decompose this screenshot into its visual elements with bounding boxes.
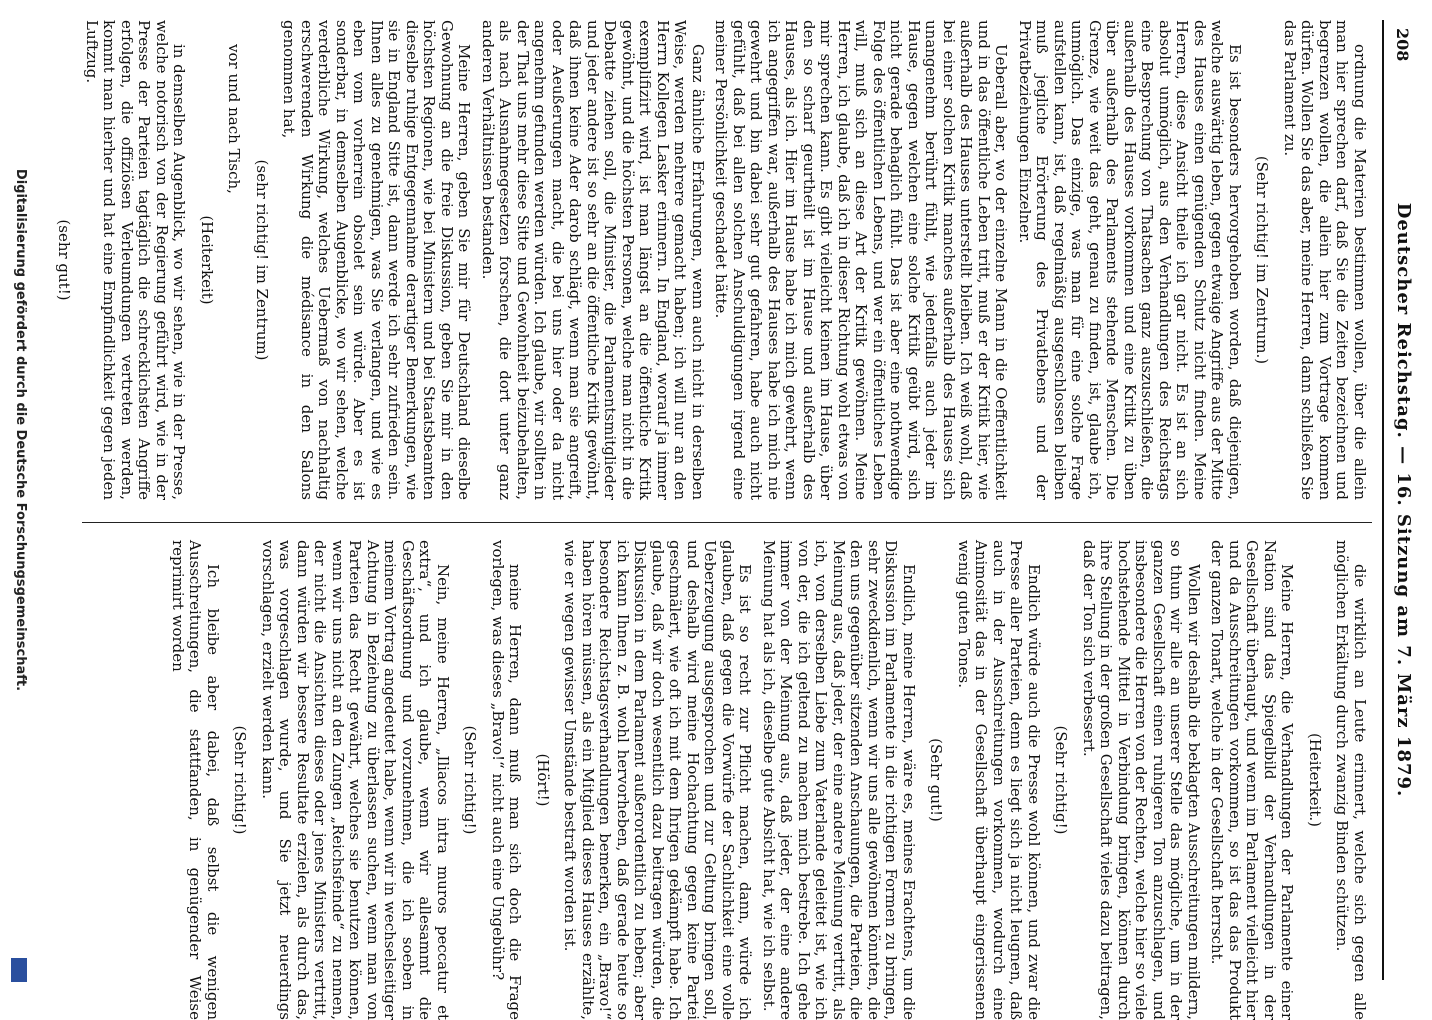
right-column [163,540,1369,1020]
column-divider [82,522,1372,523]
paragraph: Meine Herren, die Verhandlungen der Parlamente einer Nation sind das Spiegelbild der Verhandlungen in der Gesellschaft überhaupt, und wenn im Parlament vielleicht hier und da Ausschreitungen vorkommen, so ist das das Produkt der ganzen Tonart, welche in der Gesellschaft herrscht. [1208,540,1297,1020]
interjection: (Heiterkeit) [198,215,216,305]
digitization-credit: Digitalisierung gefördert durch die Deutsche Forschungsgemeinschaft. [13,168,28,692]
interjection: (Sehr richtig!) [461,725,480,835]
interjection: (Sehr richtig!) [231,725,250,835]
paragraph: ordnung die Materien bestimmen wollen, über die allein man hier sprechen darf, daß Sie die Zeiten bezeichnen und begrenzen wollen, die allein hier zum Vortrage kommen dürfen. Wollen Sie das aber, meine Herren, dann schließen Sie das Parlament zu. [1281,20,1369,500]
paragraph: Meine Herren, geben Sie mir für Deutschland dieselbe Gewohnung an die freie Diskussion, geben Sie mir in den höchsten Regionen, wie bei Ministern und bei Staatsbeamten dieselbe ruhige Entgegennahme derartiger Bemerkungen, wie sie in England Sitte ist, dann werde ich sehr zufrieden sein. Ihnen alles zu genehmigen, was Sie verlangen, und wie es eben vom vorherrein obsolet sein würde. Aber es ist sonderbar, in demselben Augenblicke, wo wir sehen, welche verderbliche Wirkung, welches Uebermaß von nachhaltig erschwerenden Wirkung die médisance in den Salons genommen hat, [280,20,474,500]
interjection: (Sehr gut!) [927,738,946,822]
page-number: 208 [1393,28,1412,62]
interjection: (Heiterkeit.) [1306,732,1324,828]
paragraph: Wollen wir deshalb die beklagten Ausschreitungen mildern, so thun wir alle an unserer Stelle das mögliche, um in der ganzen Gesellschaft einen ruhigeren Ton anzuschlagen, und insbesondere die Herren von der Rechten, welche hier so viele hochstehende Mittel in Verbindung bringen, können durch ihre Stellung in der großen Gesellschaft vieles dazu beitragen, daß der Ton sich verbessert. [1080,540,1203,1020]
left-column [45,20,1368,500]
interjection: (Sehr richtig! im Zentrum.) [1253,155,1272,365]
dfg-logo [11,958,27,982]
paragraph: Endlich, meine Herren, wäre es, meines Erachtens, um die Diskussion im Parlamente in die richtigen Formen zu bringen, sehr zweckdienlich, wenn wir uns alle gewöhnen könnten, die den uns gegenüber sitzenden Anschauungen, die Parteien, die Meinung aus, daß jeder, der eine andere Meinung vertritt, als ich, von derselben Liebe zum Vaterlande geleitet ist, wie ich von der, die ich geltend zu machen mich bestrebe. Ich gehe immer von der Meinung aus, daß jeder, der eine andere Meinung hat als ich, dieselbe gute Absicht hat, wie ich selbst. [760,540,918,1020]
interjection: (Hört!) [534,753,552,807]
paragraph: Endlich würde auch die Presse wohl können, und zwar die Presse aller Parteien, denn es liegt sich ja nicht leugnen, daß auch in der Ausschreitungen vorkommen, wodurch eine Animosität das in der Gesellschaft überhaupt eingerissenen wenig guten Tones. [955,540,1043,1020]
paragraph: Ueberall aber, wo der einzelne Mann in die Oeffentlichkeit und in das öffentliche Leben tritt, muß er der Kritik hier, wie außerhalb des Hauses unterstellt bleiben. Ich weiß wohl, daß bei einer solchen Kritik manches außerhalb des Hauses sich unangenehm berührt fühlt, wie jedenfalls auch jeder im Hause, gegen welchen eine solche Kritik geübt wird, sich nicht gerade behaglich fühlt. Das ist aber eine nothwendige Folge des öffentlichen Lebens, und wer ein öffentliches Leben will, muß sich an diese Art der Kritik gewöhnen. Meine Herren, ich glaube, daß ich in dieser Richtung wohl etwas von mir sprechen kann. Es gibt vielleicht keinen im Hause, über den so scharf geurtheilt ist im Hause und außerhalb des Hauses, als ich. Hier im Hause habe ich mich gewehrt, wenn ich angegriffen war, außerhalb des Hauses habe ich mich nie gewehrt und bin dabei sehr gut gefahren, habe auch nicht gefühlt, daß bei allen solchen Anschuldigungen irgend eine meiner Persönlichkeit geschadet hätte. [712,20,1011,500]
paragraph: Es ist so recht zur Pflicht machen, dann, würde ich glauben, daß gegen die Vorwürfe der Sachlichkeit eine volle Ueberzeugung ausgesprochen und zur Geltung bringen soll, und deshalb wird meine Hochachtung gegen keine Partei geschmälert, wie oft ich mit dem Ihrigen gekämpft habe. Ich glaube, daß wir doch wesentlich dazu beitragen würden, die Diskussion in dem Parlament außerordentlich zu heben; aber ich kann Ihnen z. B. wohl hervorheben, daß gerade heute so besondere Reichstagsverhandlungen bemerken, ein „Bravo!“ haben hören müssen, als ein Mitglied dieses Hauses erzählte, wie er wegen gewisser Umstände bestraft worden ist. [561,540,755,1020]
running-title: Deutscher Reichstag. — 16. Sitzung am 7. März 1879. [1393,202,1414,798]
paragraph: Es ist besonders hervorgehoben worden, daß diejenigen, welche auswärtig leben, gegen etwaige Angriffe aus der Mitte des Hauses einen genügenden Schutz nicht finden. Meine Herren, diese Ansicht theile ich gar nicht. Es ist an sich absolut unmöglich, aus den Verhandlungen des Reichstags eine Besprechung von Thatsachen ganz auszuschließen, die außerhalb des Hauses vorkommen und eine Kritik zu üben über außerhalb des Parlaments stehende Menschen. Die Grenze, wie weit das geht, genau zu finden, ist, glaube ich, unmöglich. Das einzige, was man für eine solche Frage aufstellen kann, ist, daß regelmäßig ausgeschlossen bleiben muß jegliche Erörterung des Privatlebens und der Privatbeziehungen Einzelner. [1016,20,1244,500]
paragraph: Nein, meine Herren, „Iliacos intra muros peccatur et extra“, und ich glaube, wenn wir allesammt die Geschäftsordnung und vorzunehmen, die ich soeben in meinem Vortrag angedeutet habe, wenn wir in wechselseitiger Achtung in Beziehung zu überlassen suchen, wenn man von Parteien das Recht gewährt, welches sie benutzen können, wenn wir uns nicht an den Zungen „Reichsfeinde“ zu nennen, der nicht die Ansichten dieses oder jenes Ministers vertritt, dann würden wir bessere Resultate erzielen, als durch das, was vorgeschlagen wurde, und Sie jetzt neuerdings vorschlagen, erzielt werden kann. [259,540,452,1020]
interjection: (sehr richtig! im Zentrum) [253,159,271,361]
page-footer [6,0,28,1000]
interjection: (Sehr richtig!) [1052,725,1071,835]
paragraph: meine Herren, dann muß man sich doch die Frage vorlegen, was dieses „Bravo!“ nicht auch eine Ungebühr? [489,540,525,1020]
paragraph: in demselben Augenblick, wo wir sehen, wie in der Presse, welche notorisch von der Regierung geführt wird, wie in der Presse der Parteien tagtäglich die schrecklichsten Angriffe erfolgen, die offiziösen Verleumdungen vertreten werden, kommt man hierher und hat eine Empfindlichkeit gegen jeden Luftzug. [83,20,189,500]
paragraph: Ich bleibe aber dabei, daß selbst die wenigen Ausschreitungen, die stattfanden, in genügender Weise reprimirt worden [169,540,222,1020]
paragraph: Ganz ähnliche Erfahrungen, wenn auch nicht in derselben Weise, werden mehrere gemacht haben; ich will nur an den Herrn Kollegen Lasker erinnern. In England, worauf ja immer exemplifizirt wird, ist man längst an die öffentliche Kritik gewöhnt, und die höchsten Personen, welche man nicht in die Debatte ziehen soll, die Minister, die Parlamentsmitglieder und jeder andere ist so sehr an die öffentliche Kritik gewöhnt, daß ihnen keine Ader darob schlägt, wenn man sie angreift, oder Aeußerungen macht, die bei uns hier oder da nicht angenehm gefunden werden würden. Ich glaube, wir sollten in der That uns mehr diese Sitte und Gewohnheit beizubehalten, als nach Ausnahmegesetzen forschen, die dort unter ganz anderen Verhältnissen bestanden. [479,20,707,500]
page-header [1382,20,1424,980]
interjection: (sehr gut!) [55,219,74,301]
paragraph: vor und nach Tisch, [225,44,244,194]
paragraph: die wirklich an Leute erinnert, welche sich gegen alle möglichen Erkältung durch zwanzig Binden schützen. [1333,540,1369,1020]
